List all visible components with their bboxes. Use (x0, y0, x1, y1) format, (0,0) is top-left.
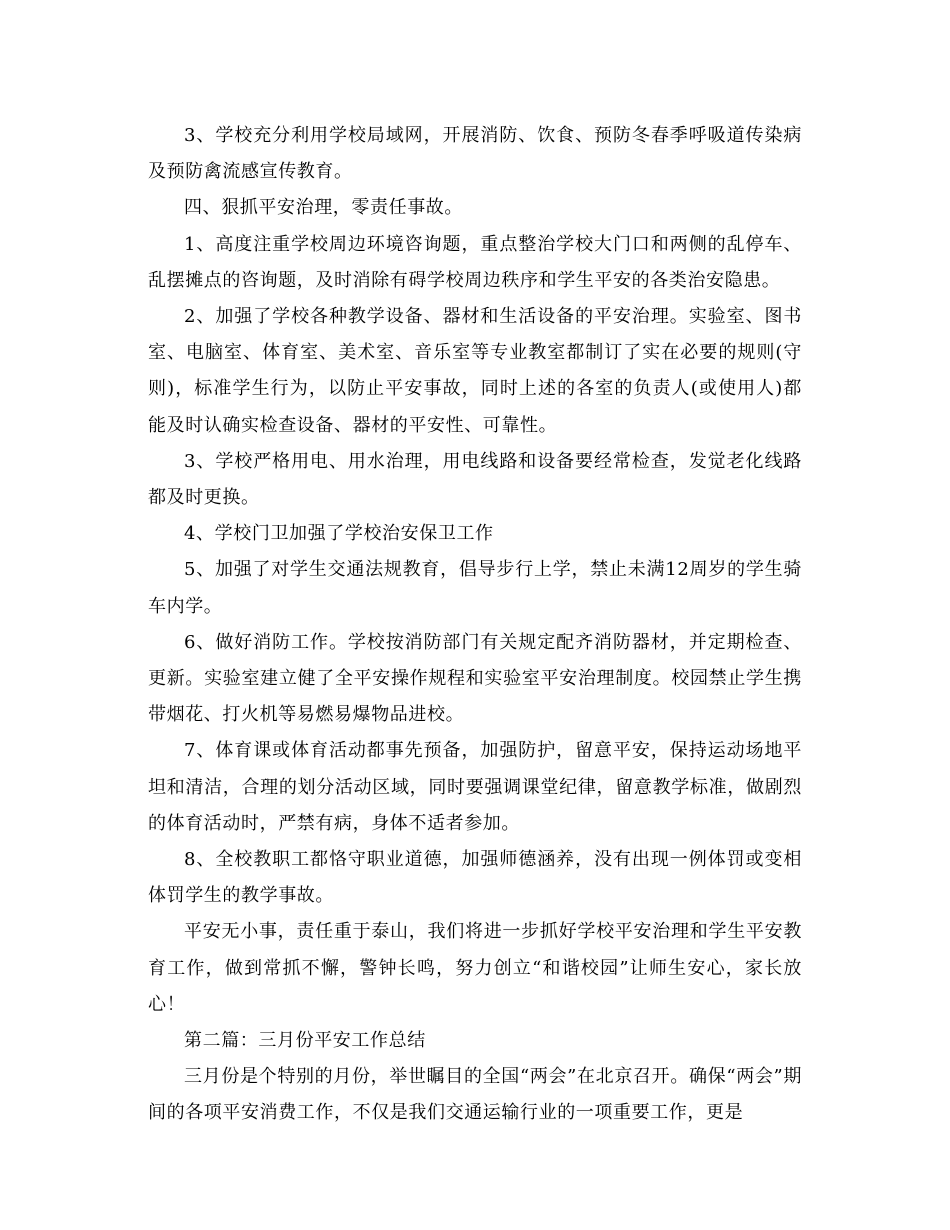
paragraph-gate-security: 4、学校门卫加强了学校治安保卫工作 (184, 523, 494, 545)
paragraph-conclusion: 平安无小事，责任重于泰山，我们将进一步抓好学校平安治理和学生平安教育工作，做到常抓不懈，警钟长鸣，努力创立“和谐校园”让师生安心，家长放心！ (148, 921, 802, 1015)
paragraph-traffic-education: 5、加强了对学生交通法规教育，倡导步行上学，禁止未满12周岁的学生骑车内学。 (148, 559, 802, 617)
paragraph-teacher-ethics: 8、全校教职工都恪守职业道德，加强师德涵养，没有出现一例体罚或变相体罚学生的教学事故。 (148, 849, 802, 907)
section-heading-second-article: 第二篇：三月份平安工作总结 (184, 1030, 426, 1052)
paragraph-campus-surroundings: 1、高度注重学校周边环境咨询题，重点整治学校大门口和两侧的乱停车、乱摆摊点的咨询题，及时消除有碍学校周边秩序和学生平安的各类治安隐患。 (148, 233, 802, 291)
section-heading-safety-management: 四、狠抓平安治理，零责任事故。 (184, 197, 463, 219)
paragraph-fire-safety: 6、做好消防工作。学校按消防部门有关规定配齐消防器材，并定期检查、更新。实验室建立健了全平安操作规程和实验室平安治理制度。校园禁止学生携带烟花、打火机等易燃易爆物品进校。 (148, 631, 802, 726)
paragraph-pe-safety: 7、体育课或体育活动都事先预备，加强防护，留意平安，保持运动场地平坦和清洁，合理的划分活动区域，同时要强调课堂纪律，留意教学标准，做剧烈的体育活动时，严禁有病，身体不适者参加。 (148, 740, 802, 834)
paragraph-equipment-safety: 2、加强了学校各种教学设备、器材和生活设备的平安治理。实验室、图书室、电脑室、体育室、美术室、音乐室等专业教室都制订了实在必要的规则(守则)，标准学生行为，以防止平安事故，同时上述的各室的负责人(或使用人)都能及时认确实检查设备、器材的平安性、可靠性。 (148, 306, 802, 436)
paragraph-march-intro: 三月份是个特别的月份，举世瞩目的全国“两会”在北京召开。确保“两会”期间的各项平安消费工作，不仅是我们交通运输行业的一项重要工作，更是 (148, 1066, 802, 1124)
paragraph-publicity-education: 3、学校充分利用学校局域网，开展消防、饮食、预防冬春季呼吸道传染病及预防禽流感宣传教育。 (148, 125, 802, 183)
paragraph-electricity-water: 3、学校严格用电、用水治理，用电线路和设备要经常检查，发觉老化线路都及时更换。 (148, 450, 802, 509)
